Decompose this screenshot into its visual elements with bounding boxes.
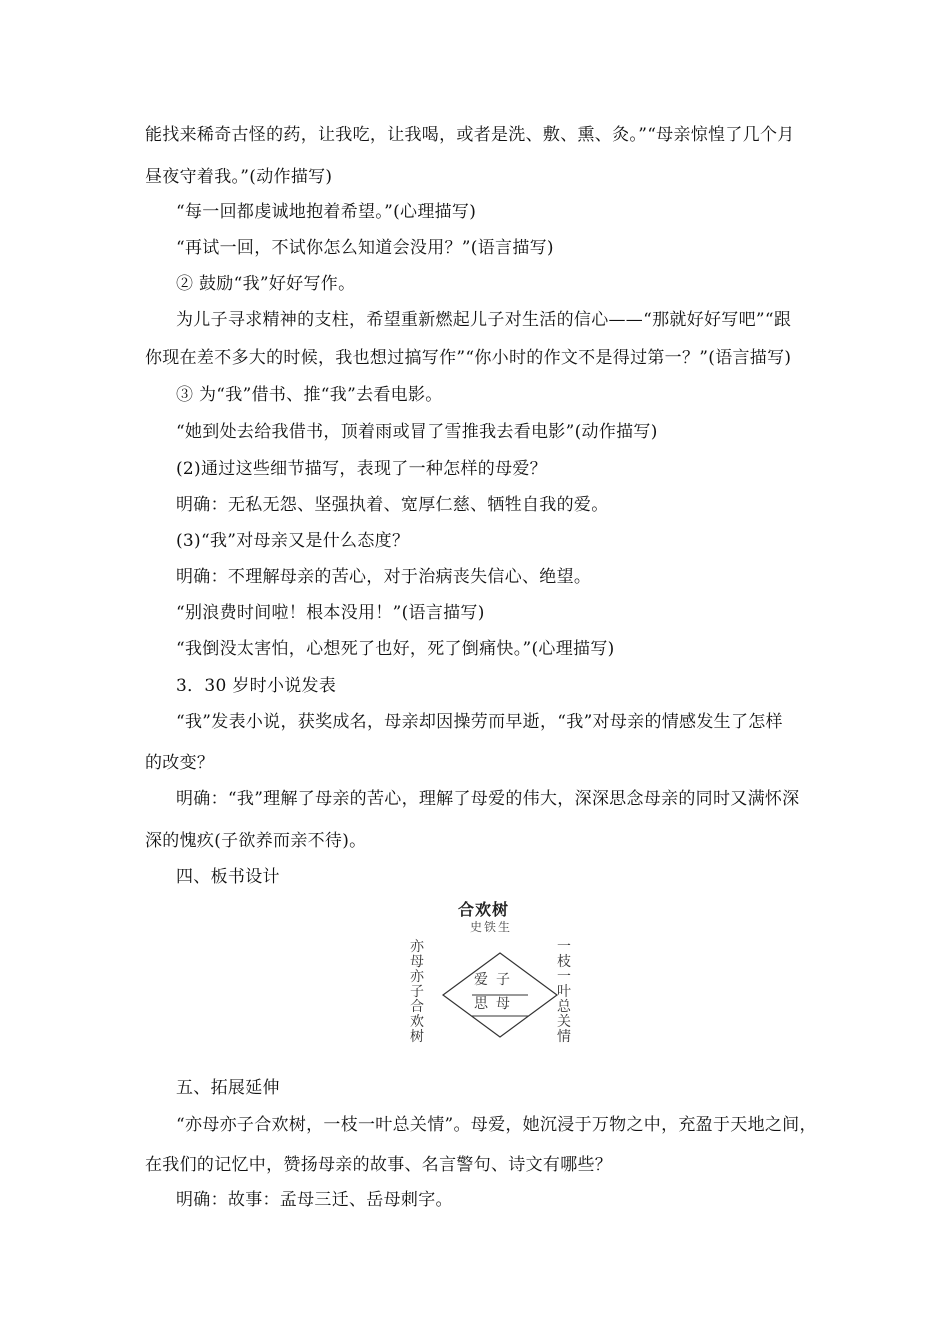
- section-heading: 五、拓展延伸: [176, 1078, 280, 1098]
- paragraph-line: “再试一回，不试你怎么知道会没用？”(语言描写): [176, 238, 554, 258]
- paragraph-line: ② 鼓励“我”好好写作。: [176, 274, 356, 294]
- paragraph-line: 深的愧疚(子欲养而亲不待)。: [145, 831, 367, 851]
- paragraph-line: (2)通过这些细节描写，表现了一种怎样的母爱？: [176, 459, 547, 479]
- paragraph-line: 明确：故事：孟母三迁、岳母刺字。: [176, 1190, 453, 1210]
- paragraph-line: 明确：无私无怨、坚强执着、宽厚仁慈、牺牲自我的爱。: [176, 495, 609, 515]
- diamond-top-text: 爱子: [474, 972, 518, 988]
- paragraph-line: 为儿子寻求精神的支柱，希望重新燃起儿子对生活的信心——“那就好好写吧”“跟: [176, 310, 792, 330]
- board-right-vertical-text: 一枝一叶总关情: [557, 939, 571, 1045]
- paragraph-line: ③ 为“我”借书、推“我”去看电影。: [176, 385, 443, 405]
- board-left-vertical-text: 亦母亦子合欢树: [410, 939, 424, 1045]
- paragraph-line: 的改变？: [145, 753, 215, 773]
- paragraph-line: (3)“我”对母亲又是什么态度？: [176, 531, 410, 551]
- paragraph-line: 在我们的记忆中，赞扬母亲的故事、名言警句、诗文有哪些？: [145, 1155, 613, 1175]
- paragraph-line: “亦母亦子合欢树，一枝一叶总关情”。母爱，她沉浸于万物之中，充盈于天地之间，: [176, 1115, 817, 1135]
- board-author: 史铁生: [470, 920, 513, 934]
- blackboard-design-diagram: [400, 895, 600, 1060]
- paragraph-line: “我”发表小说，获奖成名，母亲却因操劳而早逝，“我”对母亲的情感发生了怎样: [176, 712, 783, 732]
- section-heading: 3．30 岁时小说发表: [176, 676, 337, 696]
- paragraph-line: 昼夜守着我。”(动作描写): [145, 167, 333, 187]
- paragraph-line: “别浪费时间啦！根本没用！”(语言描写): [176, 603, 485, 623]
- paragraph-line: “我倒没太害怕，心想死了也好，死了倒痛快。”(心理描写): [176, 639, 615, 659]
- board-title: 合欢树: [458, 900, 510, 919]
- paragraph-line: 明确：“我”理解了母亲的苦心，理解了母爱的伟大，深深思念母亲的同时又满怀深: [176, 789, 800, 809]
- paragraph-line: “每一回都虔诚地抱着希望。”(心理描写): [176, 202, 477, 222]
- section-heading: 四、板书设计: [176, 867, 280, 887]
- diamond-bottom-text: 思母: [474, 996, 518, 1012]
- paragraph-line: 你现在差不多大的时候，我也想过搞写作”“你小时的作文不是得过第一？”(语言描写): [145, 348, 792, 368]
- paragraph-line: 明确：不理解母亲的苦心，对于治病丧失信心、绝望。: [176, 567, 592, 587]
- paragraph-line: 能找来稀奇古怪的药，让我吃，让我喝，或者是洗、敷、熏、灸。”“母亲惊惶了几个月: [145, 125, 795, 145]
- paragraph-line: “她到处去给我借书，顶着雨或冒了雪推我去看电影”(动作描写): [176, 422, 658, 442]
